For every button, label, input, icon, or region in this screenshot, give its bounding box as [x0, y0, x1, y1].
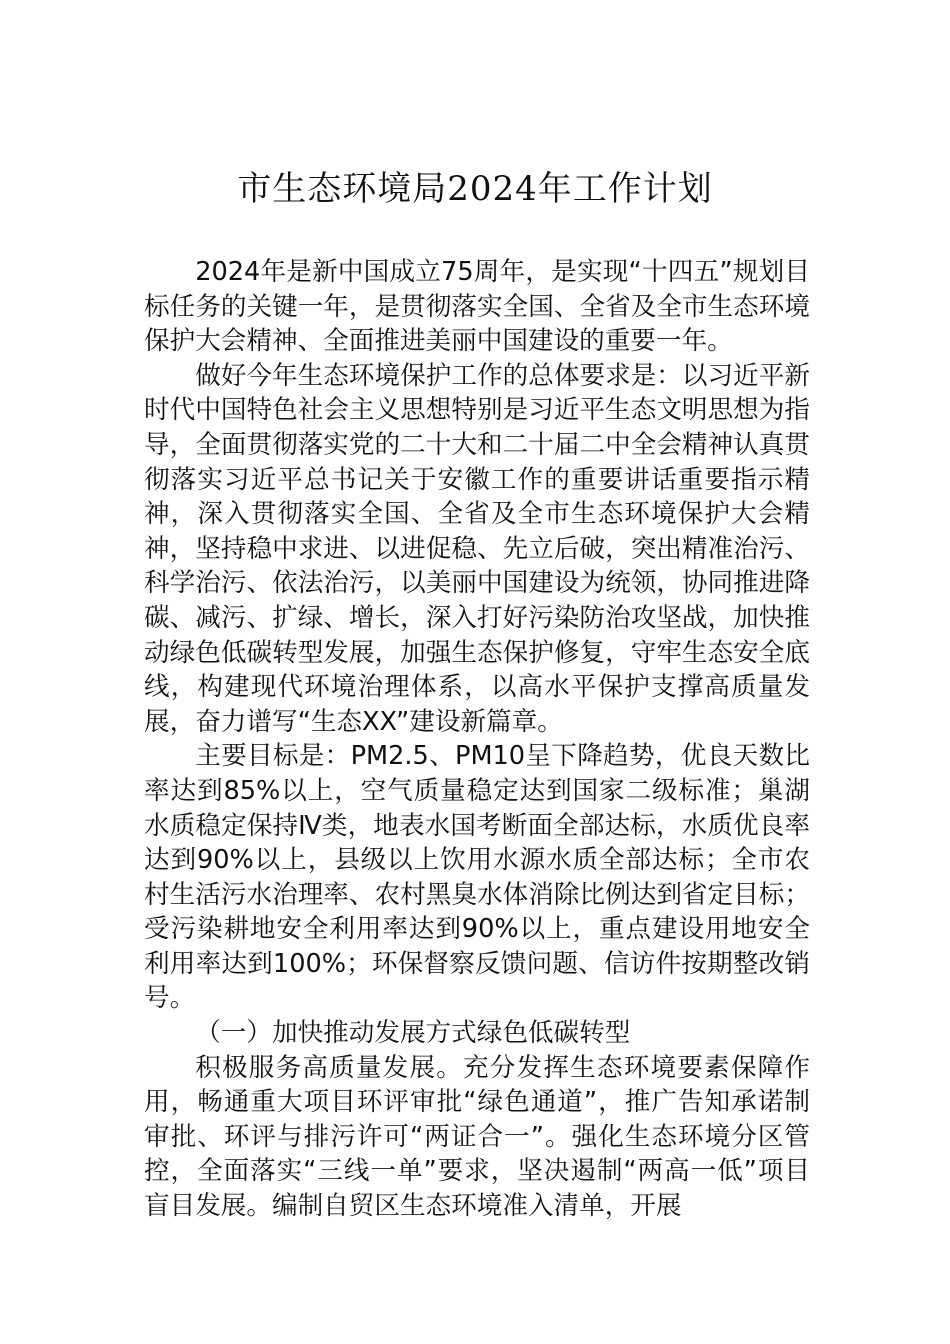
document-title: 市生态环境局2024年工作计划	[237, 169, 713, 209]
section-heading-1: （一）加快推动发展方式绿色低碳转型	[195, 1018, 631, 1049]
paragraph-serve-development: 积极服务高质量发展。充分发挥生态环境要素保障作用，畅通重大项目环评审批“绿色通道”，推广告知承诺制审批、环评与排污许可“两证合一”。强化生态环境分区管控，全面落实“三线一单”要求，坚决遏制“两高一低”项目盲目发展。编制自贸区生态环境准入清单，开展	[144, 1052, 810, 1222]
paragraph-intro: 2024年是新中国成立75周年，是实现“十四五”规划目标任务的关键一年，是贯彻落实全国、全省及全市生态环境保护大会精神、全面推进美丽中国建设的重要一年。	[144, 257, 810, 357]
paragraph-general-requirements: 做好今年生态环境保护工作的总体要求是：以习近平新时代中国特色社会主义思想特别是习近平生态文明思想为指导，全面贯彻落实党的二十大和二十届二中全会精神认真贯彻落实习近平总书记关于安徽工作的重要讲话重要指示精神，深入贯彻落实全国、全省及全市生态环境保护大会精神，坚持稳中求进、以进促稳、先立后破，突出精准治污、科学治污、依法治污，以美丽中国建设为统领，协同推进降碳、减污、扩绿、增长，深入打好污染防治攻坚战，加快推动绿色低碳转型发展，加强生态保护修复，守牢生态安全底线，构建现代环境治理体系，以高水平保护支撑高质量发展，奋力谱写“生态XX”建设新篇章。	[144, 360, 810, 737]
paragraph-main-goals: 主要目标是：PM2.5、PM10呈下降趋势，优良天数比率达到85%以上，空气质量稳定达到国家二级标准；巢湖水质稳定保持Ⅳ类，地表水国考断面全部达标，水质优良率达到90%以上，县级以上饮用水源水质全部达标；全市农村生活污水治理率、农村黑臭水体消除比例达到省定目标；受污染耕地安全利用率达到90%以上，重点建设用地安全利用率达到100%；环保督察反馈问题、信访件按期整改销号。	[144, 741, 810, 1014]
document-body	[144, 255, 810, 1224]
